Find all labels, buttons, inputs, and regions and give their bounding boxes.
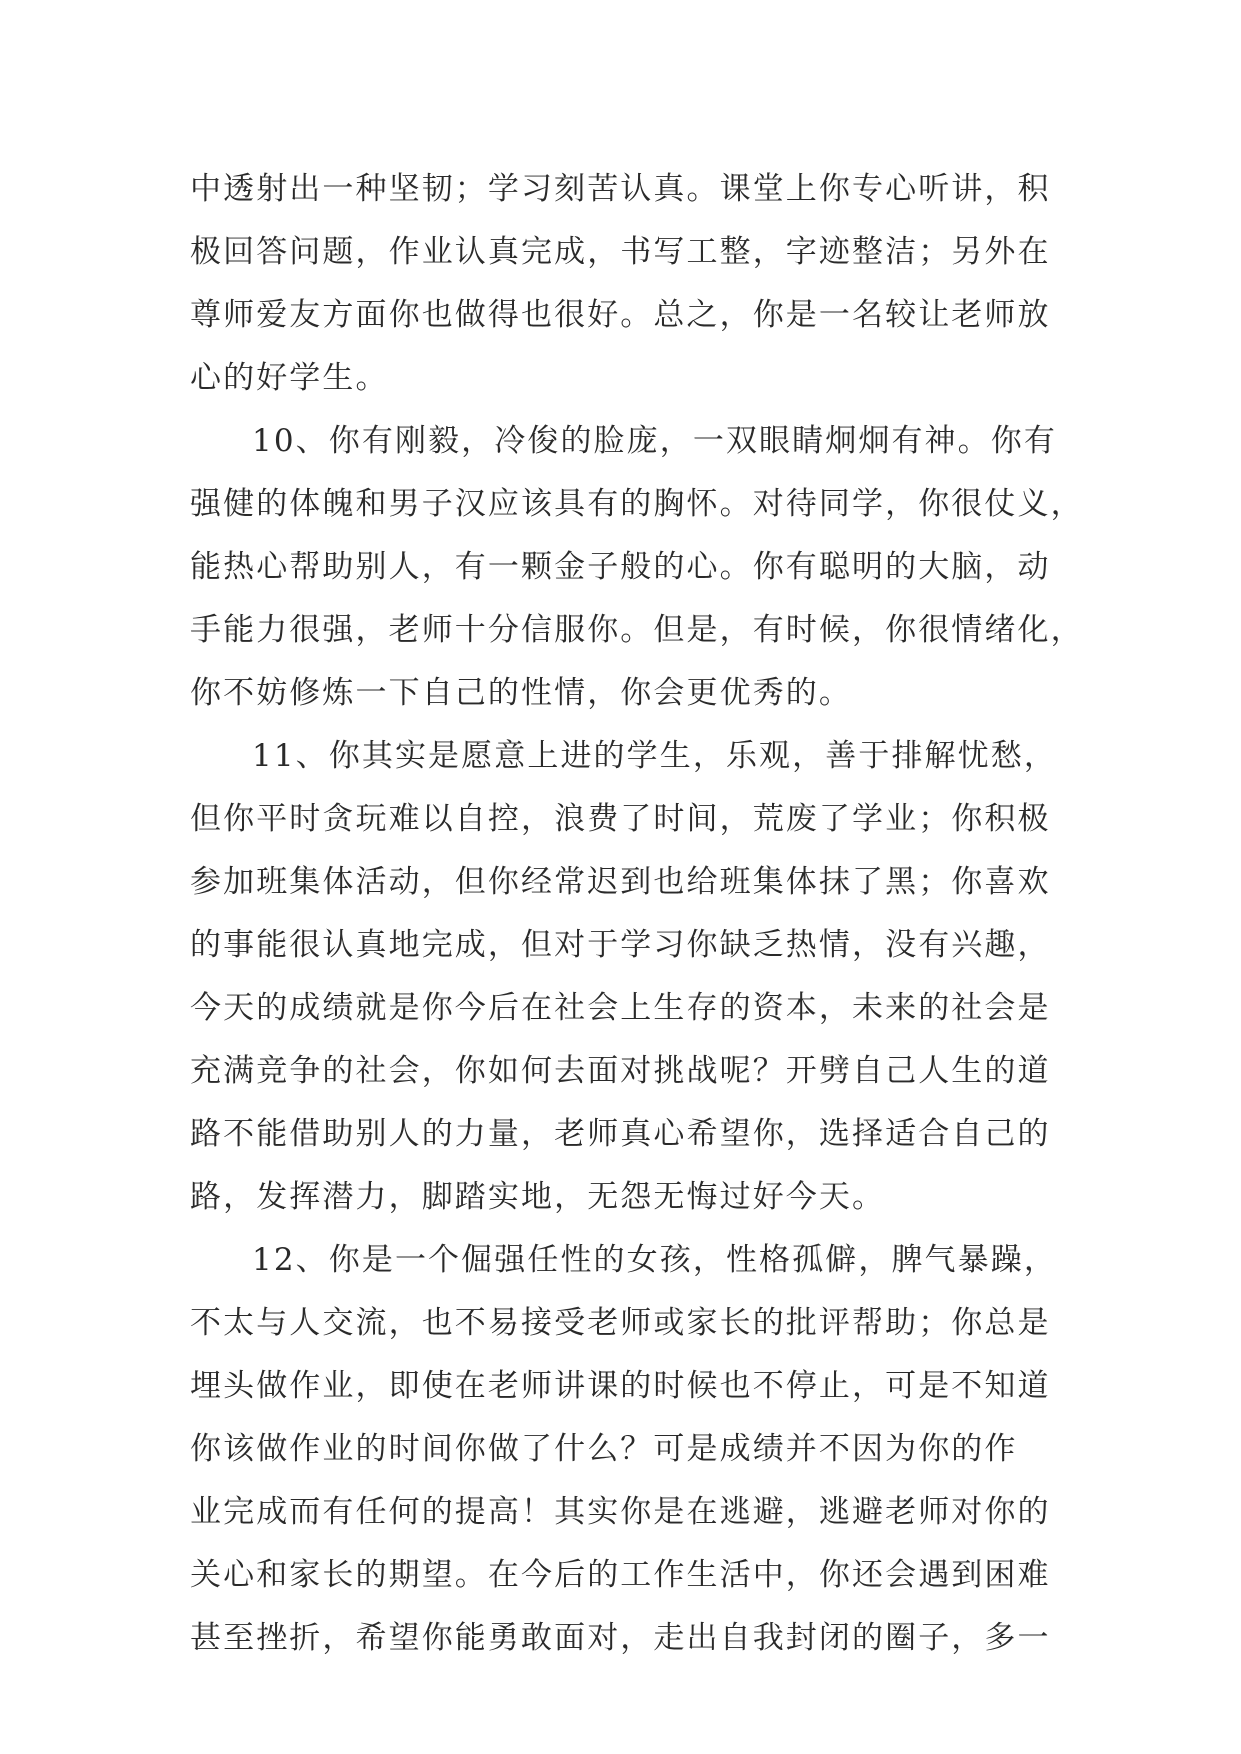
text-line: 充满竞争的社会，你如何去面对挑战呢？开劈自己人生的道 (190, 1053, 1051, 1089)
text-line: 业完成而有任何的提高！其实你是在逃避，逃避老师对你的 (190, 1494, 1051, 1530)
text-line: 你不妨修炼一下自己的性情，你会更优秀的。 (190, 675, 852, 711)
text-line: 尊师爱友方面你也做得也很好。总之，你是一名较让老师放 (190, 297, 1051, 333)
text-line: 你该做作业的时间你做了什么？可是成绩并不因为你的作 (190, 1431, 1018, 1467)
text-line: 埋头做作业，即使在老师讲课的时候也不停止，可是不知道 (190, 1368, 1051, 1404)
text-line: 极回答问题，作业认真完成，书写工整，字迹整洁；另外在 (190, 234, 1051, 270)
paragraph-first-line: 10、你有刚毅，冷俊的脸庞，一双眼睛炯炯有神。你有 (252, 423, 1057, 459)
text-line: 中透射出一种坚韧；学习刻苦认真。课堂上你专心听讲，积 (190, 171, 1051, 207)
text-line: 不太与人交流，也不易接受老师或家长的批评帮助；你总是 (190, 1305, 1051, 1341)
text-line: 路不能借助别人的力量，老师真心希望你，选择适合自己的 (190, 1116, 1051, 1152)
text-line: 甚至挫折，希望你能勇敢面对，走出自我封闭的圈子，多一 (190, 1620, 1051, 1656)
text-line: 路，发挥潜力，脚踏实地，无怨无悔过好今天。 (190, 1179, 886, 1215)
paragraph-first-line: 11、你其实是愿意上进的学生，乐观，善于排解忧愁， (252, 738, 1057, 774)
text-line: 参加班集体活动，但你经常迟到也给班集体抹了黑；你喜欢 (190, 864, 1051, 900)
text-line: 能热心帮助别人，有一颗金子般的心。你有聪明的大脑，动 (190, 549, 1051, 585)
text-line: 但你平时贪玩难以自控，浪费了时间，荒废了学业；你积极 (190, 801, 1051, 837)
paragraph-first-line: 12、你是一个倔强任性的女孩，性格孤僻，脾气暴躁， (252, 1242, 1057, 1278)
text-line: 的事能很认真地完成，但对于学习你缺乏热情，没有兴趣， (190, 927, 1051, 963)
text-line: 心的好学生。 (190, 360, 389, 396)
text-line: 今天的成绩就是你今后在社会上生存的资本，未来的社会是 (190, 990, 1051, 1026)
text-line: 手能力很强，老师十分信服你。但是，有时候，你很情绪化， (190, 612, 1084, 648)
text-line: 关心和家长的期望。在今后的工作生活中，你还会遇到困难 (190, 1557, 1051, 1593)
text-line: 强健的体魄和男子汉应该具有的胸怀。对待同学，你很仗义， (190, 486, 1084, 522)
body-text (190, 158, 1084, 1670)
